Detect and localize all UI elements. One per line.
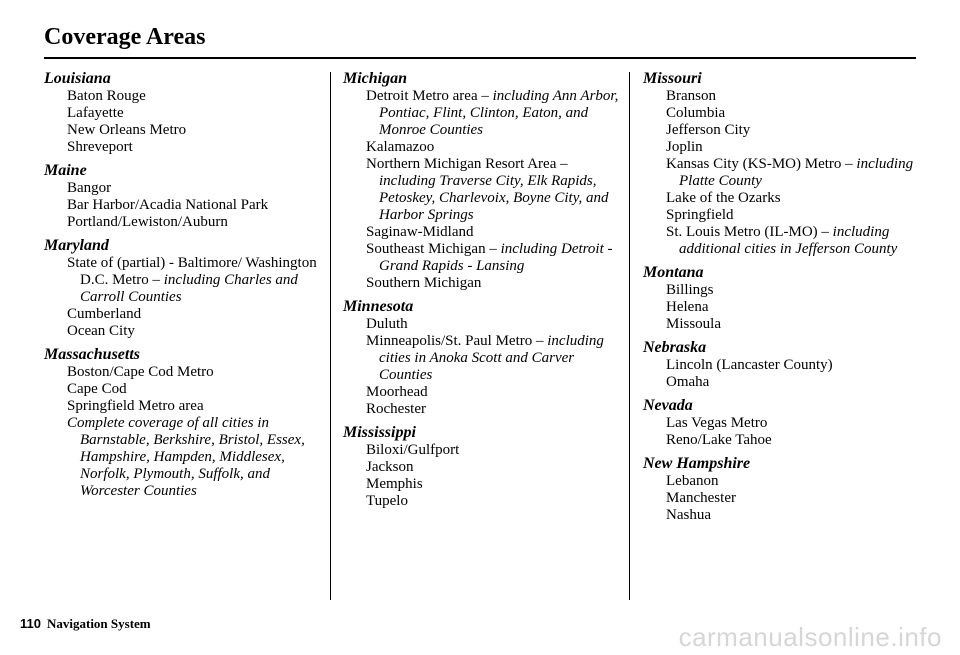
coverage-area-entry (49, 214, 324, 231)
area-note: including Platte County (679, 156, 914, 189)
state-heading: Nevada (643, 397, 693, 414)
area-name: State of (partial) - Baltimore/ Washington D.C. Metro – (67, 255, 317, 288)
coverage-area-entry (49, 122, 324, 139)
coverage-column-2 (343, 70, 623, 510)
area-note: including Ann Arbor, Pontiac, Flint, Clinton, Eaton, and Monroe Counties (379, 88, 619, 138)
area-name: Southern Michigan (366, 275, 482, 291)
title-rule (44, 57, 916, 59)
state-heading: Missouri (643, 70, 702, 87)
area-name: Biloxi/Gulfport (366, 442, 460, 458)
area-name: Jefferson City (666, 122, 751, 138)
coverage-area-entry (648, 190, 923, 207)
area-name: Bangor (67, 180, 112, 196)
area-name: Columbia (666, 105, 726, 121)
coverage-area-entry (348, 316, 623, 333)
state-heading: Louisiana (44, 70, 111, 87)
coverage-area-entry (49, 139, 324, 156)
area-name: Joplin (666, 139, 703, 155)
area-name: St. Louis Metro (IL-MO) – (666, 224, 829, 240)
coverage-area-entry (49, 398, 324, 415)
state-heading: Mississippi (343, 424, 416, 441)
coverage-area-entry (49, 255, 324, 306)
area-note: including Detroit - Grand Rapids - Lansing (379, 241, 613, 274)
coverage-area-entry (348, 384, 623, 401)
area-name: Branson (666, 88, 716, 104)
page-footer (20, 616, 151, 632)
coverage-area-entry (648, 374, 923, 391)
coverage-area-entry (348, 459, 623, 476)
coverage-area-entry (648, 224, 923, 258)
area-name: Southeast Michigan – (366, 241, 497, 257)
state-heading: Minnesota (343, 298, 414, 315)
coverage-area-entry (648, 105, 923, 122)
coverage-area-entry (49, 197, 324, 214)
area-name: Rochester (366, 401, 426, 417)
area-name: Jackson (366, 459, 414, 475)
area-name: Missoula (666, 316, 722, 332)
area-name: Bar Harbor/Acadia National Park (67, 197, 269, 213)
coverage-area-entry (49, 415, 324, 500)
area-name: Tupelo (366, 493, 408, 509)
area-name: Cumberland (67, 306, 142, 322)
area-name: Lincoln (Lancaster County) (666, 357, 833, 373)
coverage-area-entry (348, 139, 623, 156)
area-name: Springfield Metro area (67, 398, 204, 414)
area-name: Shreveport (67, 139, 133, 155)
column-divider (629, 72, 630, 600)
area-note: including Charles and Carroll Counties (80, 272, 298, 305)
area-name: Kalamazoo (366, 139, 435, 155)
area-name: Billings (666, 282, 714, 298)
area-name: Ocean City (67, 323, 135, 339)
area-name: Springfield (666, 207, 734, 223)
state-heading: Nebraska (643, 339, 707, 356)
coverage-area-entry (49, 381, 324, 398)
coverage-area-entry (348, 224, 623, 241)
area-name: Memphis (366, 476, 423, 492)
state-heading: Massachusetts (44, 346, 141, 363)
coverage-column-3 (643, 70, 923, 524)
area-name: Lafayette (67, 105, 124, 121)
coverage-area-entry (348, 333, 623, 384)
state-heading: Maine (44, 162, 87, 179)
coverage-area-entry (648, 357, 923, 374)
area-name: Portland/Lewiston/Auburn (67, 214, 228, 230)
area-name: Helena (666, 299, 709, 315)
watermark: carmanualsonline.info (678, 622, 942, 652)
coverage-area-entry (348, 241, 623, 275)
area-name: Minneapolis/St. Paul Metro – (366, 333, 544, 349)
area-name: Saginaw-Midland (366, 224, 474, 240)
column-divider (330, 72, 331, 600)
coverage-area-entry (49, 364, 324, 381)
coverage-area-entry (348, 476, 623, 493)
area-name: Cape Cod (67, 381, 127, 397)
footer-section-title: Navigation System (46, 616, 151, 631)
state-heading: Montana (643, 264, 704, 281)
coverage-area-entry (49, 180, 324, 197)
coverage-column-1 (44, 70, 324, 500)
coverage-area-entry (648, 207, 923, 224)
area-name: Omaha (666, 374, 710, 390)
page-number: 110 (20, 616, 41, 631)
coverage-area-entry (648, 473, 923, 490)
area-name: Manchester (666, 490, 736, 506)
area-note: Complete coverage of all cities in Barnstable, Berkshire, Bristol, Essex, Hampshire, Hampden, Middlesex, Norfolk, Plymouth, Suffolk, and Worcester Counties (67, 415, 305, 499)
coverage-area-entry (49, 306, 324, 323)
area-name: Boston/Cape Cod Metro (67, 364, 214, 380)
coverage-area-entry (49, 105, 324, 122)
coverage-area-entry (648, 282, 923, 299)
coverage-area-entry (348, 401, 623, 418)
coverage-area-entry (348, 156, 623, 224)
coverage-area-entry (348, 442, 623, 459)
coverage-area-entry (648, 432, 923, 449)
coverage-area-entry (648, 299, 923, 316)
coverage-area-entry (348, 275, 623, 292)
state-heading: Michigan (343, 70, 408, 87)
area-name: Lake of the Ozarks (666, 190, 781, 206)
area-name: Baton Rouge (67, 88, 146, 104)
coverage-area-entry (648, 122, 923, 139)
coverage-area-entry (49, 323, 324, 340)
area-name: Kansas City (KS-MO) Metro – (666, 156, 853, 172)
area-note: including additional cities in Jefferson County (679, 224, 898, 257)
area-name: Las Vegas Metro (666, 415, 768, 431)
area-name: Lebanon (666, 473, 719, 489)
area-name: Nashua (666, 507, 711, 523)
coverage-area-entry (648, 139, 923, 156)
area-name: New Orleans Metro (67, 122, 187, 138)
coverage-area-entry (49, 88, 324, 105)
state-heading: New Hampshire (643, 455, 751, 472)
state-heading: Maryland (44, 237, 109, 254)
area-name: Moorhead (366, 384, 428, 400)
area-name: Duluth (366, 316, 408, 332)
coverage-area-entry (648, 415, 923, 432)
coverage-area-entry (648, 156, 923, 190)
area-name: Reno/Lake Tahoe (666, 432, 772, 448)
area-note: including cities in Anoka Scott and Carver Counties (379, 333, 604, 383)
coverage-area-entry (348, 88, 623, 139)
coverage-area-entry (648, 88, 923, 105)
area-name: Detroit Metro area – (366, 88, 489, 104)
area-name: Northern Michigan Resort Area – (366, 156, 568, 172)
coverage-area-entry (648, 490, 923, 507)
coverage-area-entry (648, 507, 923, 524)
coverage-area-entry (348, 493, 623, 510)
area-note: including Traverse City, Elk Rapids, Petoskey, Charlevoix, Boyne City, and Harbor Springs (379, 173, 609, 223)
coverage-area-entry (648, 316, 923, 333)
page-title: Coverage Areas (44, 24, 206, 50)
